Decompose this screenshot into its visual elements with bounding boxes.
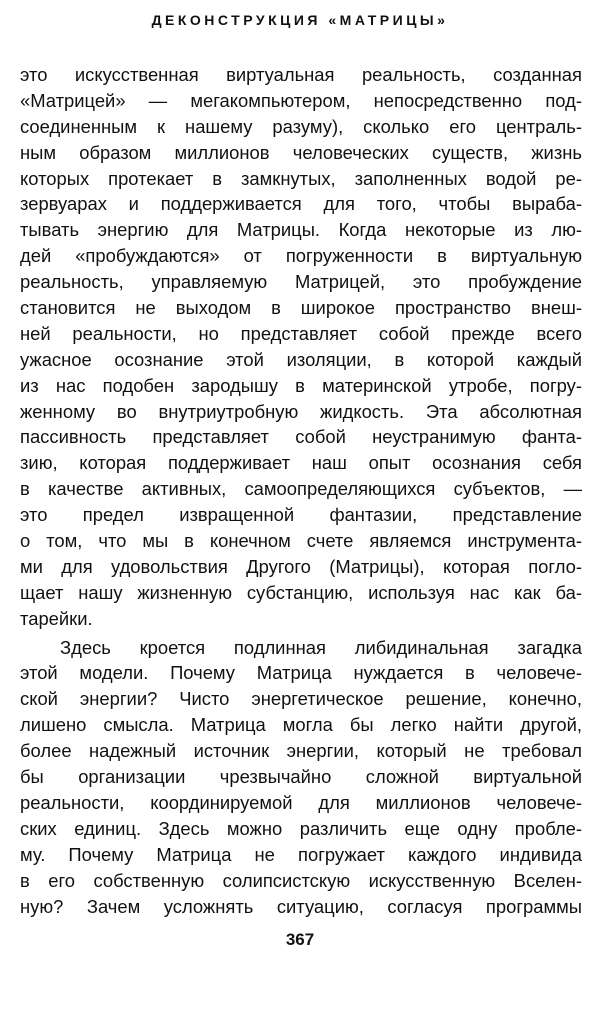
body-text [20, 62, 582, 919]
paragraph-2 [20, 635, 582, 920]
text-line: «Матрицей» — мегакомпьютером, непосредственно под- [20, 89, 582, 111]
text-line: становится не выходом в широкое пространство внеш- [20, 297, 582, 319]
text-line: ской энергии? Чисто энергетическое решение, конечно, [20, 688, 582, 710]
text-line: му. Почему Матрица не погружает каждого индивида [20, 843, 582, 865]
text-line: тывать энергию для Матрицы. Когда некоторые из лю- [20, 219, 582, 241]
text-line: более надежный источник энергии, который не требовал [20, 740, 582, 762]
text-line: лишено смысла. Матрица могла бы легко найти другой, [20, 714, 582, 736]
text-line: пассивность представляет собой неустранимую фанта- [20, 426, 582, 448]
text-line: которых протекает в замкнутых, заполненных водой ре- [20, 167, 582, 189]
text-line: это предел извращенной фантазии, представление [20, 504, 582, 526]
text-line: ужасное осознание этой изоляции, в которой каждый [20, 348, 582, 370]
text-line: тарейки. [20, 607, 93, 629]
text-line: Здесь кроется подлинная либидинальная загадка [60, 636, 582, 658]
text-line: это искусственная виртуальная реальность, созданная [20, 64, 582, 85]
running-head: ДЕКОНСТРУКЦИЯ «МАТРИЦЫ» [151, 12, 449, 28]
text-line: реальности, координируемой для миллионов человече- [20, 791, 582, 813]
text-line: соединенным к нашему разуму), сколько его централь- [20, 115, 582, 137]
text-line: в его собственную солипсистскую искусственную Вселен- [20, 869, 582, 891]
text-line: из нас подобен зародышу в материнской утробе, погру- [20, 374, 582, 396]
text-line: ми для удовольствия Другого (Матрицы), которая погло- [20, 555, 582, 577]
page-number: 367 [285, 930, 315, 949]
text-line: женному во внутриутробную жидкость. Эта абсолютная [20, 400, 582, 422]
text-line: ную? Зачем усложнять ситуацию, согласуя программы [20, 895, 582, 917]
text-line: щает нашу жизненную субстанцию, используя нас как ба- [20, 581, 582, 603]
text-line: ным образом миллионов человеческих существ, жизнь [20, 141, 582, 163]
text-line: дей «пробуждаются» от погруженности в виртуальную [20, 245, 582, 267]
text-line: ней реальности, но представляет собой прежде всего [20, 322, 582, 344]
text-line: о том, что мы в конечном счете являемся инструмента- [20, 530, 582, 552]
text-line: зию, которая поддерживает наш опыт осознания себя [20, 452, 582, 474]
text-line: реальность, управляемую Матрицей, это пробуждение [20, 271, 582, 293]
text-line: бы организации чрезвычайно сложной виртуальной [20, 766, 582, 788]
text-line: ских единиц. Здесь можно различить еще одну пробле- [20, 817, 582, 839]
text-line: в качестве активных, самоопределяющихся субъектов, — [20, 478, 582, 500]
paragraph-1 [20, 62, 582, 632]
text-line: зервуарах и поддерживается для того, чтобы выраба- [20, 193, 582, 215]
text-line: этой модели. Почему Матрица нуждается в человече- [20, 662, 582, 684]
